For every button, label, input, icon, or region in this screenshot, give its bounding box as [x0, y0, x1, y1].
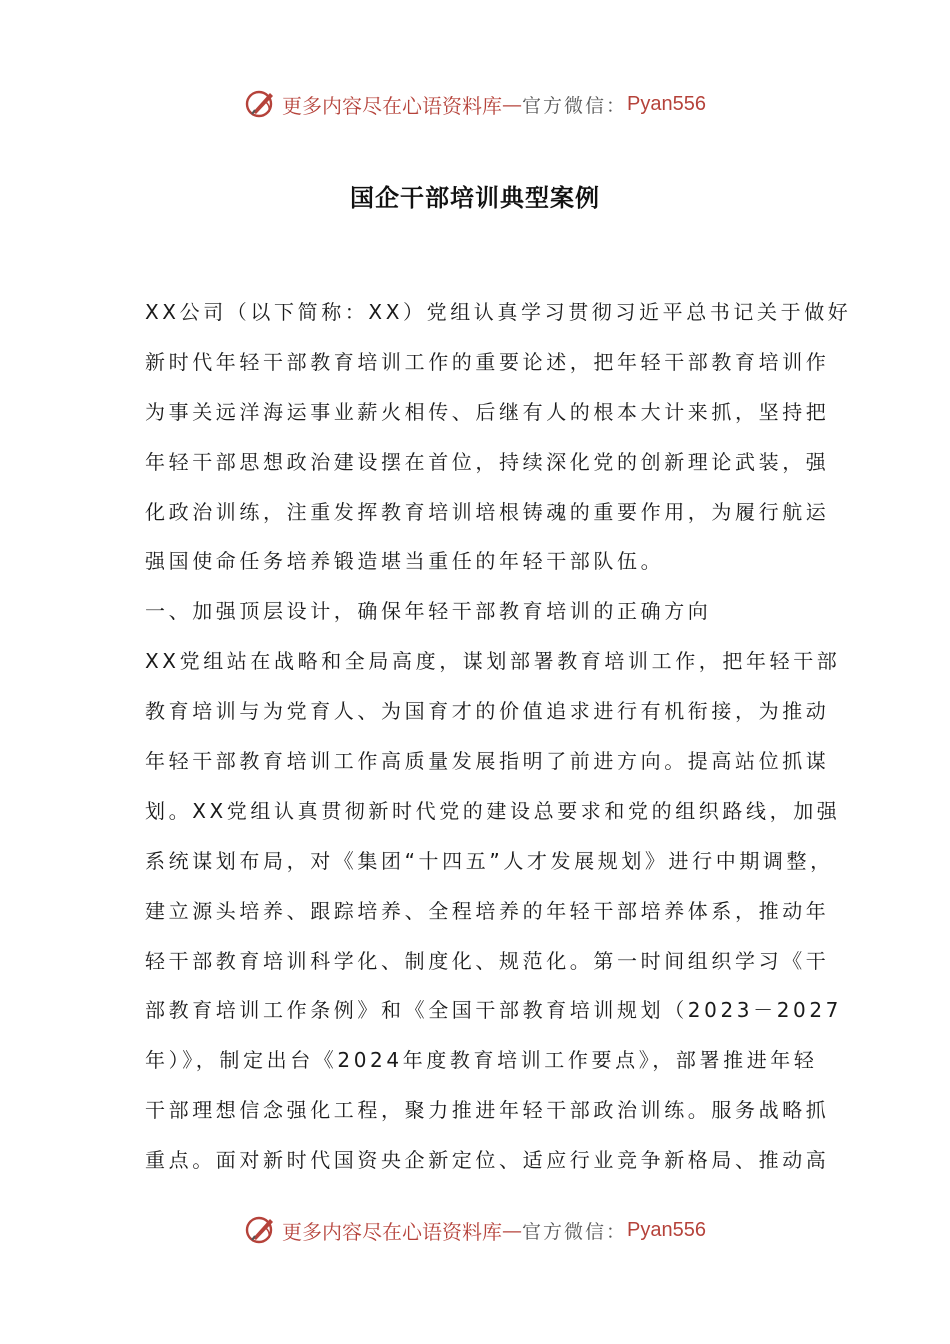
body-line: 建立源头培养、跟踪培养、全程培养的年轻干部培养体系，推动年 — [145, 898, 830, 923]
body-line: 强国使命任务培养锻造堪当重任的年轻干部队伍。 — [145, 549, 665, 574]
banner-wechat-id: Pyan556 — [627, 1218, 706, 1241]
body-line: 化政治训练，注重发挥教育培训培根铸魂的重要作用，为履行航运 — [145, 499, 830, 524]
body-line: 年）》，制定出台《2024年度教育培训工作要点》，部署推进年轻 — [145, 1048, 818, 1073]
banner-wechat-id: Pyan556 — [627, 92, 706, 115]
quill-logo-icon — [244, 1213, 278, 1247]
body-line: 划。XX党组认真贯彻新时代党的建设总要求和党的组织路线，加强 — [145, 798, 841, 823]
banner-separator: — — [502, 1218, 522, 1242]
document-body — [145, 288, 852, 1186]
banner-separator: — — [502, 92, 522, 116]
body-line: 教育培训与为党育人、为国育才的价值追求进行有机衔接，为推动 — [145, 699, 830, 724]
body-line: 年轻干部思想政治建设摆在首位，持续深化党的创新理论武装，强 — [145, 449, 830, 474]
quill-logo-icon — [244, 87, 278, 121]
banner-wechat-label: 官方微信： — [522, 1220, 628, 1243]
section-heading: 一、加强顶层设计，确保年轻干部教育培训的正确方向 — [145, 599, 712, 624]
header-watermark-banner — [0, 84, 950, 124]
body-line: 轻干部教育培训科学化、制度化、规范化。第一时间组织学习《干 — [145, 948, 830, 973]
body-line: 部教育培训工作条例》和《全国干部教育培训规划（2023－2027 — [145, 998, 842, 1023]
document-title: 国企干部培训典型案例 — [350, 184, 600, 212]
body-line: 新时代年轻干部教育培训工作的重要论述，把年轻干部教育培训作 — [145, 349, 830, 374]
footer-watermark-banner — [0, 1210, 950, 1250]
body-line: XX公司（以下简称：XX）党组认真学习贯彻习近平总书记关于做好 — [145, 300, 852, 324]
body-line: 系统谋划布局，对《集团“十四五”人才发展规划》进行中期调整， — [145, 848, 834, 873]
body-line: 干部理想信念强化工程，聚力推进年轻干部政治训练。服务战略抓 — [145, 1098, 830, 1123]
body-line: 年轻干部教育培训工作高质量发展指明了前进方向。提高站位抓谋 — [145, 749, 830, 774]
banner-brand-text: 更多内容尽在心语资料库 — [282, 93, 502, 118]
body-line: 重点。面对新时代国资央企新定位、适应行业竞争新格局、推动高 — [145, 1148, 830, 1173]
body-line: 为事关远洋海运事业薪火相传、后继有人的根本大计来抓，坚持把 — [145, 399, 830, 424]
banner-brand-text: 更多内容尽在心语资料库 — [282, 1219, 502, 1244]
body-line: XX党组站在战略和全局高度，谋划部署教育培训工作，把年轻干部 — [145, 649, 841, 674]
banner-wechat-label: 官方微信： — [522, 94, 628, 117]
